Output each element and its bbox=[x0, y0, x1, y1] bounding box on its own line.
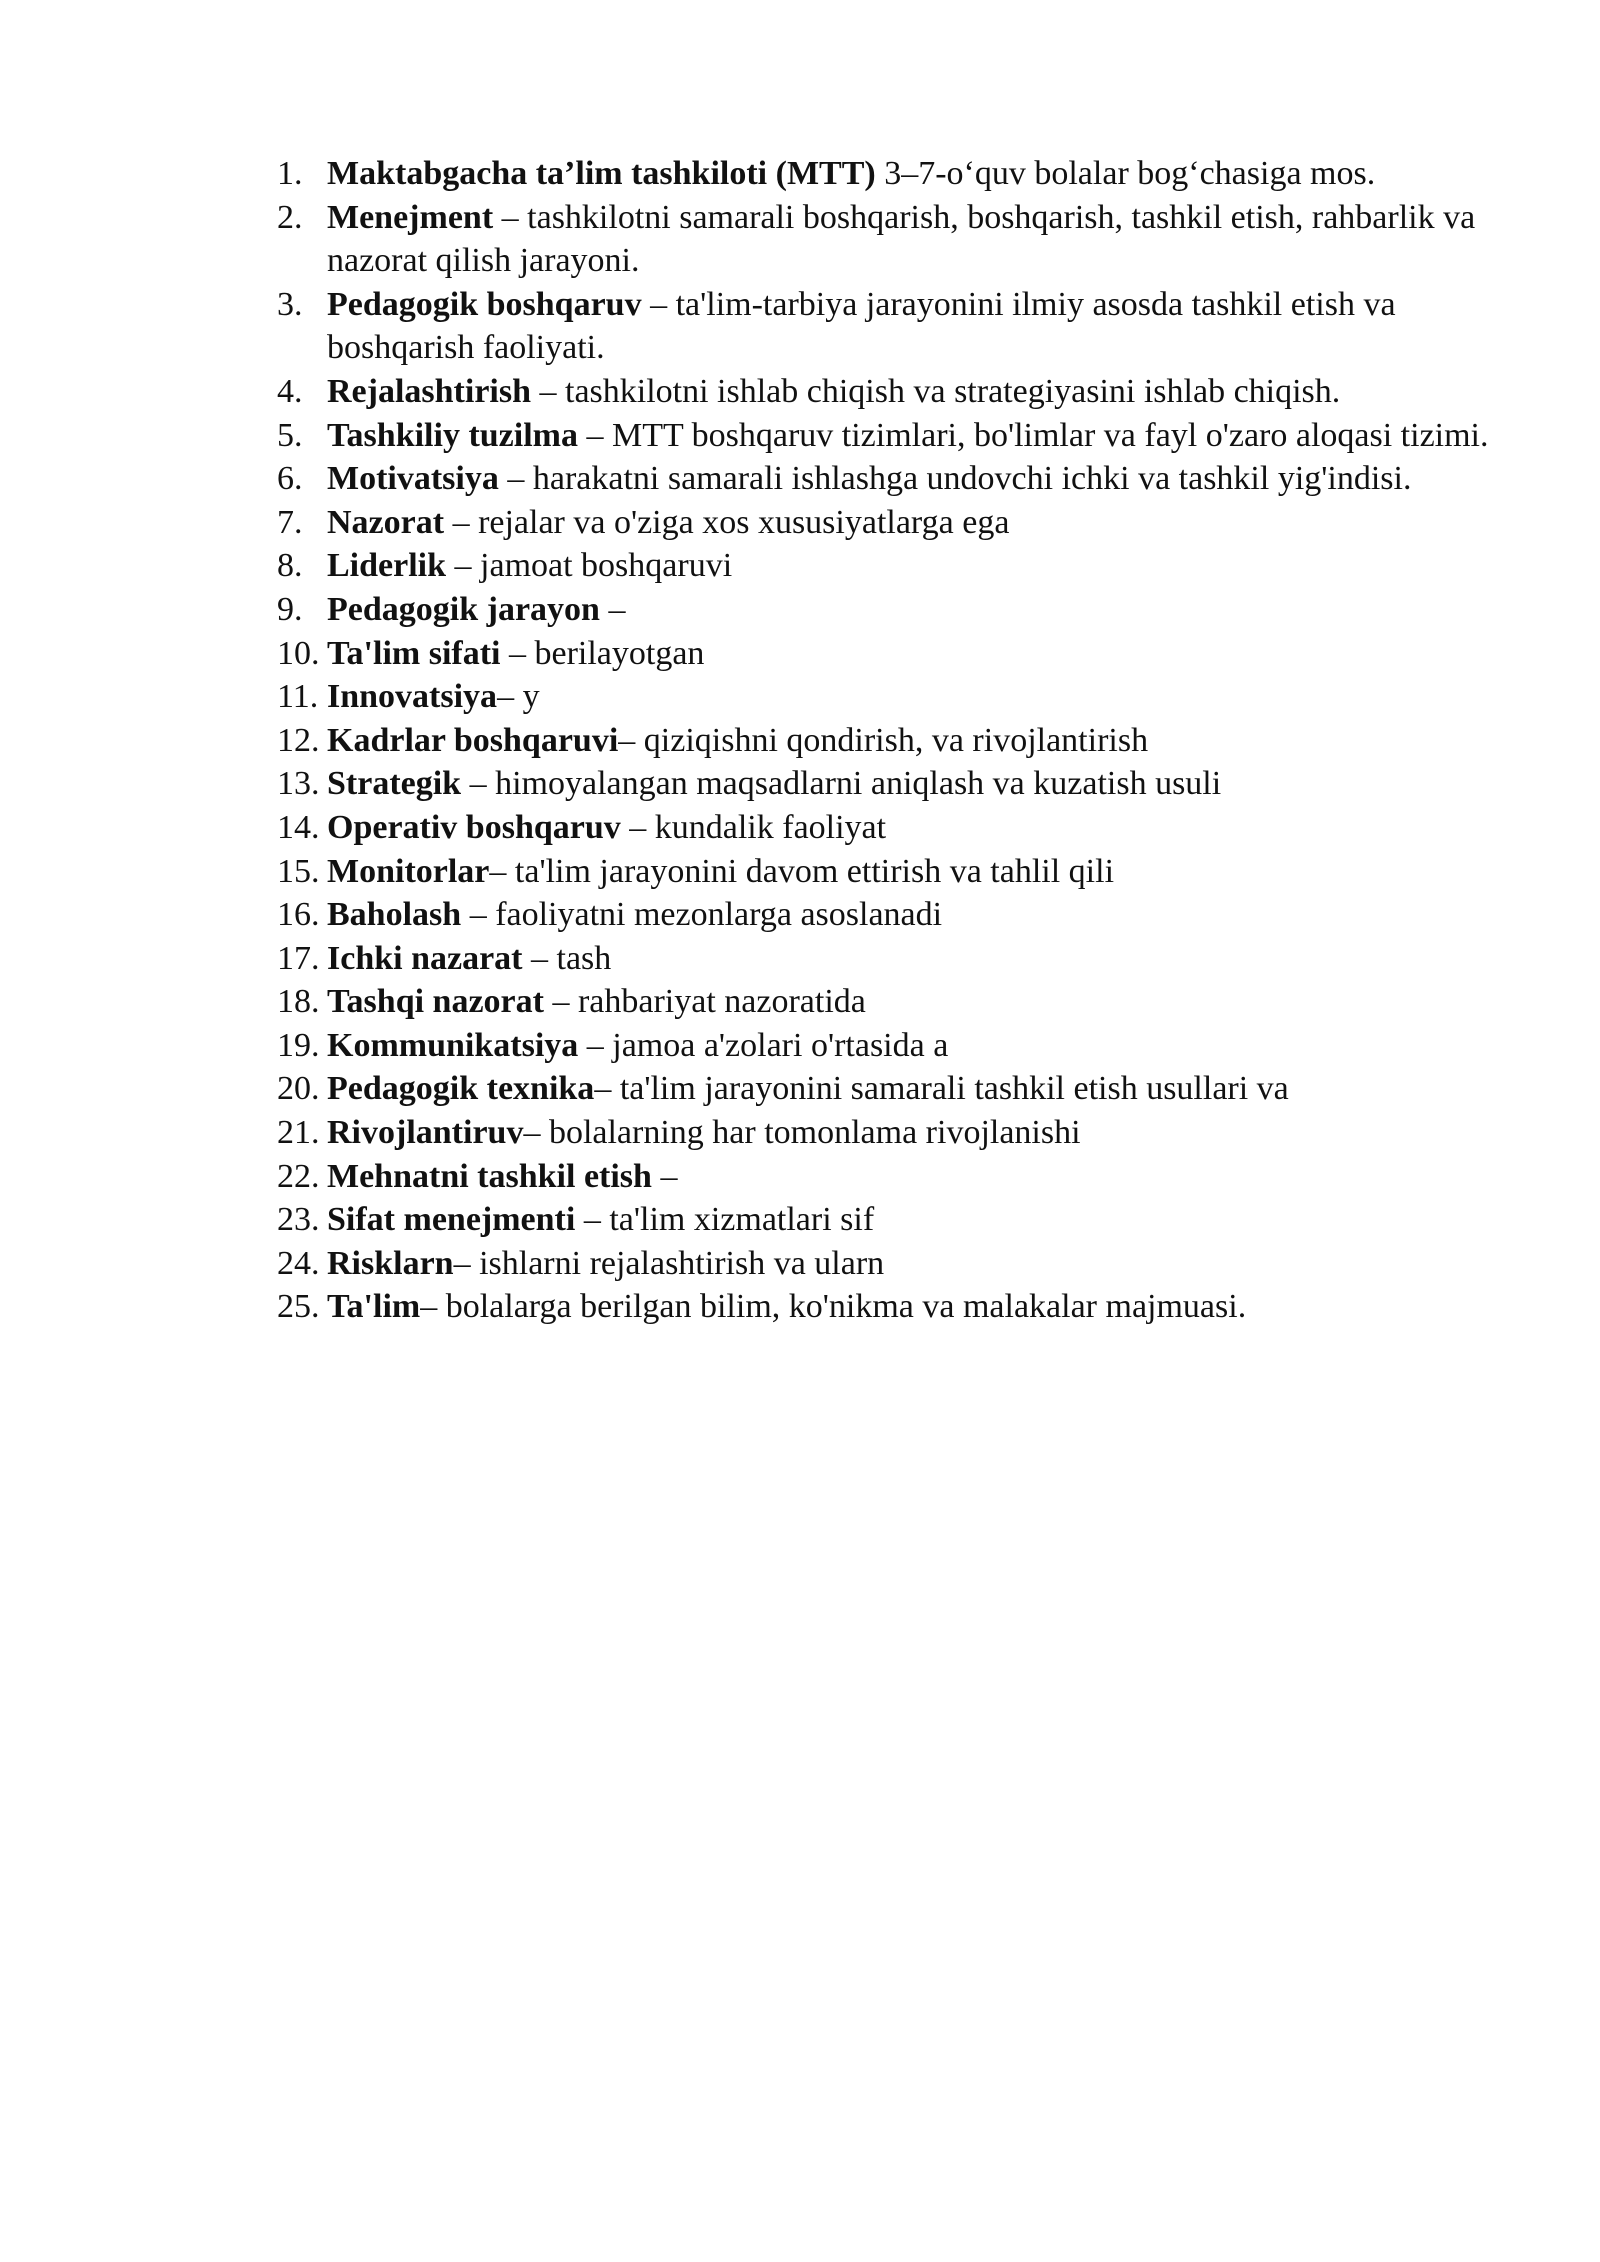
item-number: 17. bbox=[277, 939, 320, 977]
term-name: Monitorlar bbox=[327, 852, 490, 890]
term-name: Rejalashtirish bbox=[327, 372, 531, 410]
term-definition: – jamoa a'zolari o'rtasida a bbox=[578, 1026, 949, 1064]
term-definition: – tash bbox=[522, 939, 612, 977]
item-number: 23. bbox=[277, 1201, 320, 1239]
item-number: 4. bbox=[277, 372, 303, 410]
term-definition: – MTT boshqaruv tizimlari, bo'limlar va fayl o'zaro aloqasi tizimi. bbox=[577, 416, 1489, 454]
term-name: Sifat menejmenti bbox=[327, 1201, 576, 1239]
item-number: 9. bbox=[277, 590, 303, 628]
item-number: 13. bbox=[277, 765, 320, 803]
term-name: Mehnatni tashkil etish bbox=[327, 1157, 652, 1195]
list-item bbox=[0, 152, 1600, 196]
term-definition: – faoliyatni mezonlarga asoslanadi bbox=[461, 896, 943, 934]
term-definition: – kundalik faoliyat bbox=[620, 808, 887, 846]
term-name: Ichki nazarat bbox=[327, 939, 523, 977]
item-number: 19. bbox=[277, 1026, 320, 1064]
list-item bbox=[0, 1242, 1600, 1286]
list-item bbox=[0, 283, 1600, 370]
item-number: 3. bbox=[277, 285, 303, 323]
term-definition: – himoyalangan maqsadlarni aniqlash va kuzatish usuli bbox=[461, 765, 1222, 803]
list-item bbox=[0, 1067, 1600, 1111]
item-number: 18. bbox=[277, 983, 320, 1021]
list-item bbox=[0, 1285, 1600, 1329]
list-item bbox=[0, 806, 1600, 850]
term-definition: – ta'lim jarayonini samarali tashkil etish usullari va bbox=[594, 1070, 1289, 1108]
term-name: Ta'lim bbox=[327, 1288, 421, 1326]
term-name: Nazorat bbox=[327, 503, 445, 541]
term-name: Rivojlantiruv bbox=[327, 1114, 524, 1152]
item-number: 12. bbox=[277, 721, 320, 759]
term-definition: – bbox=[651, 1157, 678, 1195]
term-definition: – harakatni samarali ishlashga undovchi ichki va tashkil yig'indisi. bbox=[498, 460, 1412, 498]
terms-list bbox=[0, 152, 1600, 1329]
list-item bbox=[0, 980, 1600, 1024]
list-item bbox=[0, 501, 1600, 545]
list-item bbox=[0, 632, 1600, 676]
term-definition: – bolalarning har tomonlama rivojlanishi bbox=[523, 1114, 1081, 1152]
term-definition: – ta'lim-tarbiya jarayonini ilmiy asosda tashkil etish va boshqarish faoliyati. bbox=[327, 285, 1396, 367]
term-definition: – ta'lim jarayonini davom ettirish va tahlil qili bbox=[489, 852, 1115, 890]
item-number: 16. bbox=[277, 896, 320, 934]
term-definition: – tashkilotni samarali boshqarish, boshqarish, tashkil etish, rahbarlik va nazorat qilish jarayoni. bbox=[327, 198, 1476, 280]
item-number: 24. bbox=[277, 1244, 320, 1282]
term-definition: – tashkilotni ishlab chiqish va strategiyasini ishlab chiqish. bbox=[531, 372, 1341, 410]
list-item bbox=[0, 544, 1600, 588]
item-number: 8. bbox=[277, 547, 303, 585]
list-item bbox=[0, 196, 1600, 283]
term-definition: – berilayotgan bbox=[500, 634, 705, 672]
term-name: Kadrlar boshqaruvi bbox=[327, 721, 619, 759]
term-name: Pedagogik boshqaruv bbox=[327, 285, 642, 323]
term-definition: – jamoat boshqaruvi bbox=[446, 547, 733, 585]
item-number: 22. bbox=[277, 1157, 320, 1195]
term-definition: – rejalar va o'ziga xos xususiyatlarga ega bbox=[444, 503, 1010, 541]
term-definition: 3–7-o‘quv bolalar bog‘chasiga mos. bbox=[875, 155, 1376, 192]
list-item bbox=[0, 850, 1600, 894]
term-name: Ta'lim sifati bbox=[327, 634, 501, 672]
item-number: 5. bbox=[277, 416, 303, 454]
list-item bbox=[0, 937, 1600, 981]
term-name: Maktabgacha ta’lim tashkiloti (MTT) bbox=[327, 155, 876, 192]
item-number: 15. bbox=[277, 852, 320, 890]
term-name: Pedagogik jarayon bbox=[327, 590, 600, 628]
term-name: Strategik bbox=[327, 765, 462, 803]
term-name: Tashkiliy tuzilma bbox=[327, 416, 578, 454]
item-number: 20. bbox=[277, 1070, 320, 1108]
list-item bbox=[0, 1155, 1600, 1199]
list-item bbox=[0, 1024, 1600, 1068]
list-item bbox=[0, 370, 1600, 414]
list-item bbox=[0, 588, 1600, 632]
item-number: 21. bbox=[277, 1114, 320, 1152]
list-item bbox=[0, 675, 1600, 719]
item-number: 11. bbox=[277, 678, 319, 716]
term-definition: – ishlarni rejalashtirish va ularn bbox=[453, 1244, 885, 1282]
item-number: 6. bbox=[277, 460, 303, 498]
list-item bbox=[0, 762, 1600, 806]
term-definition: – bolalarga berilgan bilim, ko'nikma va malakalar majmuasi. bbox=[420, 1288, 1247, 1326]
term-name: Innovatsiya bbox=[327, 678, 498, 716]
term-definition: – y bbox=[497, 678, 540, 716]
term-name: Kommunikatsiya bbox=[327, 1026, 579, 1064]
list-item bbox=[0, 1198, 1600, 1242]
list-item bbox=[0, 719, 1600, 763]
term-name: Liderlik bbox=[327, 547, 447, 585]
term-name: Menejment bbox=[327, 198, 494, 236]
term-definition: – qiziqishni qondirish, va rivojlantirish bbox=[618, 721, 1149, 759]
term-name: Motivatsiya bbox=[327, 460, 499, 498]
term-name: Pedagogik texnika bbox=[327, 1070, 595, 1108]
item-number: 25. bbox=[277, 1288, 320, 1326]
item-number: 7. bbox=[277, 503, 303, 541]
term-name: Operativ boshqaruv bbox=[327, 808, 621, 846]
item-number: 2. bbox=[277, 198, 303, 236]
list-item bbox=[0, 414, 1600, 458]
term-name: Baholash bbox=[327, 896, 462, 934]
list-item bbox=[0, 893, 1600, 937]
item-number: 1. bbox=[277, 155, 303, 192]
term-name: Tashqi nazorat bbox=[327, 983, 544, 1021]
term-name: Risklarn bbox=[327, 1244, 454, 1282]
item-number: 10. bbox=[277, 634, 320, 672]
term-definition: – bbox=[599, 590, 626, 628]
term-definition: – ta'lim xizmatlari sif bbox=[575, 1201, 875, 1239]
list-item bbox=[0, 457, 1600, 501]
item-number: 14. bbox=[277, 808, 320, 846]
list-item bbox=[0, 1111, 1600, 1155]
term-definition: – rahbariyat nazoratida bbox=[543, 983, 866, 1021]
